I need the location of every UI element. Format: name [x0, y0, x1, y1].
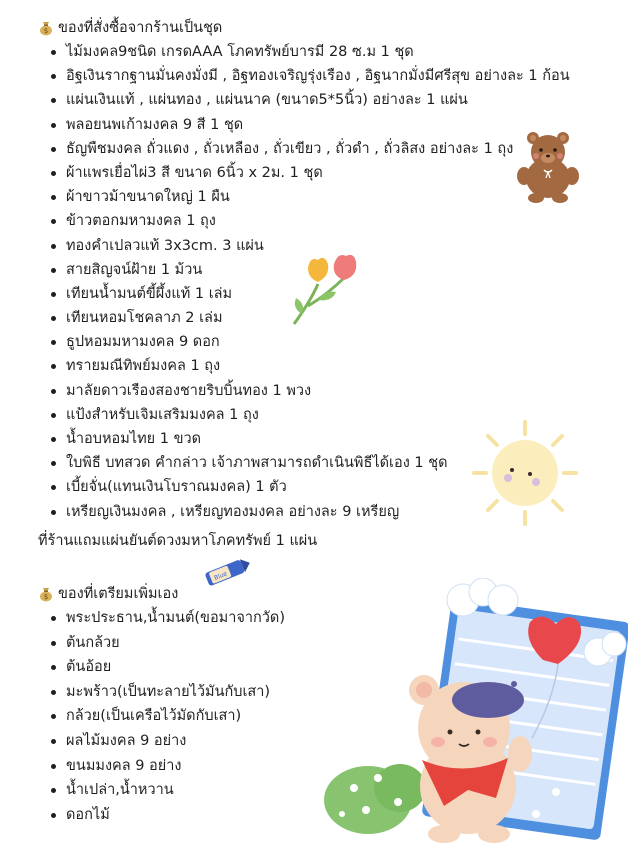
list-item: เหรียญเงินมงคล , เหรียญทองมงคล อย่างละ 9 เหรียญ: [38, 500, 570, 524]
section1-heading: [38, 18, 222, 38]
list-item: มาลัยดาวเรืองสองชายริบบิ้นทอง 1 พวง: [38, 379, 570, 403]
list-item: ทองคำเปลวแท้ 3x3cm. 3 แผ่น: [38, 234, 570, 258]
bonus-note: ที่ร้านแถมแผ่นยันต์ดวงมหาโภคทรัพย์ 1 แผ่น: [38, 533, 318, 549]
crayon-label: Blue: [213, 570, 229, 582]
list-item: ขนมมงคล 9 อย่าง: [38, 754, 285, 779]
list-item: ผ้าขาวม้าขนาดใหญ่ 1 ผืน: [38, 185, 570, 209]
section2-heading: [38, 584, 178, 604]
money-bag-icon: [38, 20, 54, 36]
list-item: ข้าวตอกมหามงคล 1 ถุง: [38, 209, 570, 233]
list-item: แป้งสำหรับเจิมเสริมมงคล 1 ถุง: [38, 403, 570, 427]
teddy-bear-sticker: [512, 128, 584, 204]
list-item: มะพร้าว(เป็นทะลายไว้มันกับเสา): [38, 680, 285, 705]
list-item: สายสิญจน์ฝ้าย 1 ม้วน: [38, 258, 570, 282]
list-item: แผ่นเงินแท้ , แผ่นทอง , แผ่นนาค (ขนาด5*5นิ้ว) อย่างละ 1 แผ่น: [38, 88, 570, 112]
bear-balloon-sticker: [318, 578, 628, 848]
list-item: เทียนหอมโชคลาภ 2 เล่ม: [38, 306, 570, 330]
sun-sticker: [470, 418, 580, 528]
section2-title: ของที่เตรียมเพิ่มเอง: [58, 586, 179, 602]
list-item: ต้นอ้อย: [38, 655, 285, 680]
list-item: กล้วย(เป็นเครือไว้มัดกับเสา): [38, 704, 285, 729]
list-item: อิฐเงินรากฐานมั่นคงมั่งมี , อิฐทองเจริญรุ่งเรือง , อิฐนากมั่งมีศรีสุข อย่างละ 1 ก้อน: [38, 64, 570, 88]
list-item: ไม้มงคล9ชนิด เกรดAAA โภคทรัพย์บารมี 28 ซ.ม 1 ชุด: [38, 40, 570, 64]
list-item: ต้นกล้วย: [38, 631, 285, 656]
section1-title: ของที่สั่งซื้อจากร้านเป็นชุด: [58, 20, 223, 36]
tulip-sticker: [288, 250, 368, 330]
list-item: พลอยนพเก้ามงคล 9 สี 1 ชุด: [38, 113, 570, 137]
money-bag-icon: [38, 586, 54, 602]
svg-text:$: $: [43, 593, 49, 601]
svg-text:$: $: [43, 27, 49, 35]
list-item: ทรายมณีทิพย์มงคล 1 ถุง: [38, 354, 570, 378]
list-item: เทียนน้ำมนต์ขี้ผึ้งแท้ 1 เล่ม: [38, 282, 570, 306]
crayon-sticker: [200, 556, 254, 590]
list-item: ใบพิธี บทสวด คำกล่าว เจ้าภาพสามารถดำเนินพิธีได้เอง 1 ชุด: [38, 451, 570, 475]
list-item: ผ้าแพรเยื่อไผ่3 สี ขนาด 6นิ้ว x 2ม. 1 ชุด: [38, 161, 570, 185]
section2-list: [38, 606, 285, 827]
list-item: เบี้ยจั่น(แทนเงินโบราณมงคล) 1 ตัว: [38, 475, 570, 499]
list-item: ดอกไม้: [38, 803, 285, 828]
list-item: พระประธาน,น้ำมนต์(ขอมาจากวัด): [38, 606, 285, 631]
list-item: ธูปหอมมหามงคล 9 ดอก: [38, 330, 570, 354]
list-item: น้ำอบหอมไทย 1 ขวด: [38, 427, 570, 451]
list-item: ผลไม้มงคล 9 อย่าง: [38, 729, 285, 754]
list-item: ธัญพืชมงคล ถั่วแดง , ถั่วเหลือง , ถั่วเขียว , ถั่วดำ , ถั่วลิสง อย่างละ 1 ถุง: [38, 137, 570, 161]
list-item: น้ำเปล่า,น้ำหวาน: [38, 778, 285, 803]
